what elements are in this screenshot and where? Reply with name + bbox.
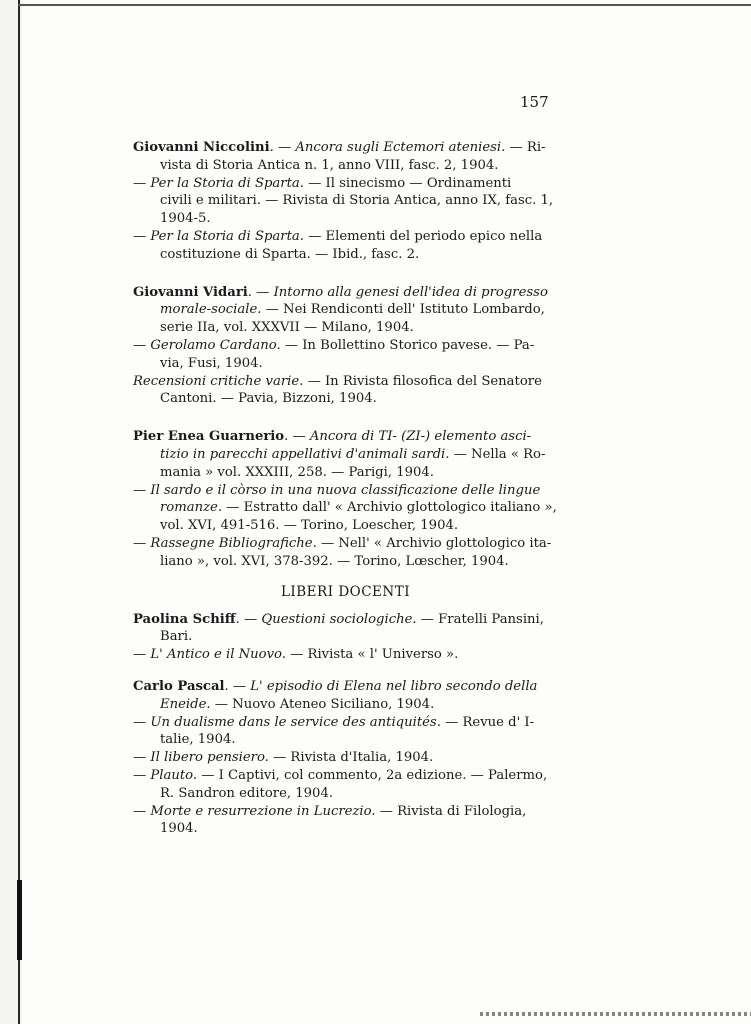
work-title: Gerolamo Cardano. — [150, 337, 281, 353]
bibliography-entry — [133, 428, 558, 570]
citation-text: — I Captivi, col commento, 2a edizione. — Palermo, — [197, 767, 548, 783]
entry-line — [133, 767, 558, 785]
binding-edge-mark — [17, 880, 22, 960]
citation-text: liano », vol. XVI, 378-392. — Torino, Lœscher, 1904. — [160, 553, 509, 569]
work-title: Plauto. — [150, 767, 198, 783]
work-title: tizio in parecchi appellativi d'animali sardi. — [160, 446, 450, 462]
citation-text: — Revue d' I- — [440, 714, 535, 730]
citation-text: — In Rivista filosofica del Senatore — [303, 373, 542, 389]
entry-line — [133, 678, 558, 696]
citation-text: — Ri- — [505, 140, 546, 155]
page-top-edge — [18, 4, 751, 6]
citation-text: — Il sinecismo — Ordinamenti — [303, 175, 512, 191]
citation-text: — — [133, 714, 151, 730]
citation-text: — Elementi del periodo epico nella — [303, 228, 543, 244]
citation-text: 1904. — [160, 821, 198, 837]
page-bottom-edge — [480, 1012, 751, 1016]
citation-text: R. Sandron editore, 1904. — [160, 785, 334, 801]
work-title: Questioni sociologiche. — [261, 611, 417, 627]
citation-text: . — — [269, 140, 296, 155]
citation-text: — — [133, 767, 151, 783]
citation-text: — Nell' « Archivio glottologico ita- — [316, 535, 552, 551]
work-title: Recensioni critiche varie. — [133, 373, 304, 389]
entry-line — [133, 446, 558, 464]
citation-text: serie IIa, vol. XXXVII — Milano, 1904. — [160, 320, 414, 336]
citation-text: — Estratto dall' « Archivio glottologico italiano », — [222, 500, 557, 516]
author-name: Giovanni Vidari — [133, 284, 248, 300]
work-title: Eneide. — [160, 696, 211, 712]
entry-line — [133, 611, 558, 629]
entry-line — [133, 337, 558, 355]
entry-line — [133, 785, 558, 803]
entry-line — [133, 820, 558, 838]
entry-line — [133, 499, 558, 517]
citation-text: — — [133, 803, 151, 819]
entry-line — [133, 553, 558, 571]
work-title: L' episodio di Elena nel libro secondo della — [250, 678, 538, 694]
entry-line — [133, 301, 558, 319]
entry-line — [133, 535, 558, 553]
work-title: Il libero pensiero. — [150, 750, 269, 766]
citation-text: — — [133, 337, 151, 353]
entry-line — [133, 192, 558, 210]
bibliography-entry — [133, 284, 558, 409]
section-heading-block — [133, 583, 558, 601]
bibliography-body — [133, 139, 558, 838]
entry-line — [133, 246, 558, 264]
citation-text: — — [133, 175, 151, 191]
citation-text: — Rivista « l' Universo ». — [285, 647, 459, 663]
author-name: Paolina Schiff — [133, 611, 236, 627]
entry-line — [133, 210, 558, 228]
citation-text: 1904-5. — [160, 211, 211, 227]
citation-text: costituzione di Sparta. — Ibid., fasc. 2. — [160, 246, 420, 262]
page-number: 157 — [520, 93, 549, 111]
citation-text: — In Bollettino Storico pavese. — Pa- — [280, 337, 535, 353]
citation-text: . — — [235, 611, 262, 627]
citation-text: civili e militari. — Rivista di Storia Antica, anno IX, fasc. 1, — [160, 193, 554, 209]
section-heading: LIBERI DOCENTI — [280, 583, 411, 600]
citation-text: mania » vol. XXXIII, 258. — Parigi, 1904. — [160, 464, 434, 480]
entry-line — [133, 428, 558, 446]
citation-text: . — — [224, 678, 251, 694]
citation-text: — Nella « Ro- — [449, 446, 546, 462]
citation-text: — Nei Rendiconti dell' Istituto Lombardo, — [261, 302, 545, 318]
bibliography-entry — [133, 611, 558, 664]
work-title: morale-sociale. — [160, 302, 262, 318]
entry-line — [133, 646, 558, 664]
entry-line — [133, 628, 558, 646]
citation-text: — — [133, 750, 151, 766]
entry-line — [133, 284, 558, 302]
entry-line — [133, 749, 558, 767]
work-title: Un dualisme dans le service des antiquités. — [150, 714, 441, 730]
entry-line — [133, 157, 558, 175]
citation-text: talie, 1904. — [160, 732, 236, 748]
work-title: Il sardo e il còrso in una nuova classificazione delle lingue — [150, 482, 541, 498]
citation-text: — Nuovo Ateneo Siciliano, 1904. — [210, 696, 435, 712]
bibliography-entry — [133, 678, 558, 838]
author-name: Giovanni Niccolini — [133, 140, 270, 155]
work-title: Ancora di TI- (ZI-) elemento asci- — [309, 429, 532, 445]
entry-line — [133, 228, 558, 246]
citation-text: . — — [247, 284, 274, 300]
citation-text: Bari. — [160, 629, 193, 645]
binding-edge-line — [18, 0, 20, 1024]
entry-line — [133, 175, 558, 193]
entry-line — [133, 731, 558, 749]
entry-line — [133, 517, 558, 535]
work-title: Per la Storia di Sparta. — [150, 228, 304, 244]
entry-line — [133, 482, 558, 500]
entry-line — [133, 464, 558, 482]
citation-text: — Rivista di Filologia, — [375, 803, 527, 819]
entry-line — [133, 714, 558, 732]
citation-text: . — — [284, 429, 310, 445]
entry-line — [133, 390, 558, 408]
citation-text: — — [133, 482, 151, 498]
author-name: Carlo Pascal — [133, 678, 225, 694]
entry-line — [133, 319, 558, 337]
citation-text: — — [133, 228, 151, 244]
entry-line — [133, 803, 558, 821]
entry-line — [133, 373, 558, 391]
entry-line — [133, 696, 558, 714]
citation-text: — Rivista d'Italia, 1904. — [268, 750, 434, 766]
citation-text: — — [133, 535, 151, 551]
work-title: Per la Storia di Sparta. — [150, 175, 304, 191]
work-title: Morte e resurrezione in Lucrezio. — [150, 803, 376, 819]
citation-text: — — [133, 647, 151, 663]
work-title: Intorno alla genesi dell'idea di progresso — [273, 284, 548, 300]
entry-line — [133, 355, 558, 373]
work-title: Rassegne Bibliografiche. — [150, 535, 317, 551]
citation-text: — Fratelli Pansini, — [416, 611, 544, 627]
citation-text: vol. XVI, 491-516. — Torino, Loescher, 1904. — [160, 518, 459, 534]
work-title: L' Antico e il Nuovo. — [150, 647, 286, 663]
work-title: romanze. — [160, 500, 223, 516]
entry-line — [133, 139, 558, 157]
citation-text: via, Fusi, 1904. — [160, 355, 263, 371]
work-title: Ancora sugli Ectemori ateniesi. — [295, 140, 506, 155]
author-name: Pier Enea Guarnerio — [133, 429, 285, 445]
bibliography-entry — [133, 139, 558, 264]
citation-text: Cantoni. — Pavia, Bizzoni, 1904. — [160, 391, 377, 407]
citation-text: vista di Storia Antica n. 1, anno VIII, fasc. 2, 1904. — [160, 157, 499, 173]
